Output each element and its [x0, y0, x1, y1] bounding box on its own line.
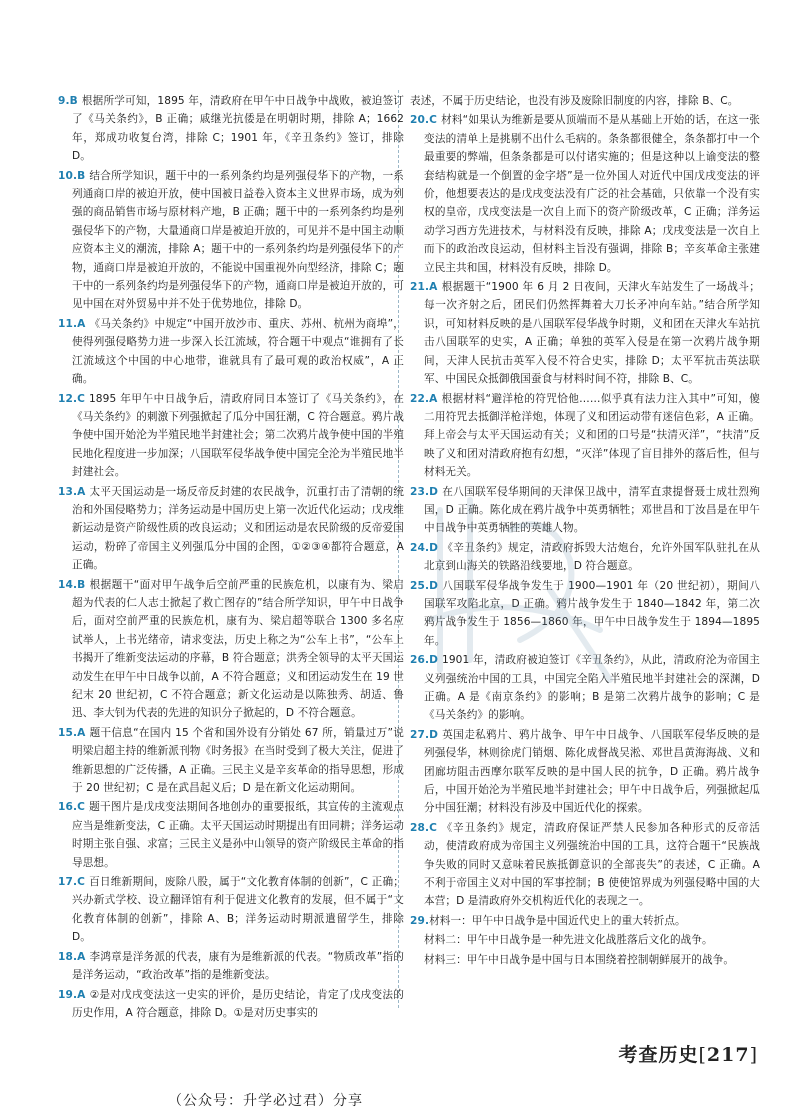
answer-item: 17.C 百日维新期间，废除八股，属于“文化教育体制的创新”，C 正确；兴办新式学校、设立翻译馆有利于促进文化教育的发展，但不属于“文化教育体制的创新”，排除 A、B；洋务运动时期派遣留学生，排除 D。: [58, 876, 404, 944]
answer-item: 24.D 《辛丑条约》规定，清政府拆毁大沽炮台，允许外国军队驻扎在从北京到山海关的铁路沿线要地，D 符合题意。: [410, 541, 760, 573]
left-column: [58, 92, 404, 1023]
answer-item: 10.B 结合所学知识，题干中的一系列条约均是列强侵华下的产物，一系列通商口岸的被迫开放，使中国被日益卷入资本主义世界市场，成为列强的商品销售市场与原材料产地，B 正确；题干中的一系列条约均是列强侵华下的产物，大量通商口岸是被迫开放的，可见并不是中国主动顺应资本主义的潮流，排除 A；题干中的一系列条约均是列强侵华下的产物，通商口岸是被迫开放的，不能说中国重视外向型经济，排除 C；题干中的一系列条约均是列强侵华下的产物，通商口岸是被迫开放的，可见中国在对外贸易中并不处于优势地位，排除 D。: [58, 169, 404, 311]
right-column: [410, 92, 760, 970]
share-note: （公众号：升学必过君）分享: [168, 1093, 363, 1109]
answer-item: 9.B 根据所学可知，1895 年，清政府在甲午中日战争中战败，被迫签订了《马关条约》，B 正确；戚继光抗倭是在明朝时期，排除 A；1662 年，郑成功收复台湾，排除 C；1901 年，《辛丑条约》签订，排除 D。: [58, 95, 404, 163]
material-line: 材料二：甲午中日战争是一种先进文化战胜落后文化的战争。: [424, 934, 713, 947]
answer-item: 11.A 《马关条约》中规定“中国开放沙市、重庆、苏州、杭州为商埠”，使得列强侵略势力进一步深入长江流域，符合题干中观点“谁拥有了长江流域这个中国的中心地带，谁就具有了最可观的政治权威”，A 正确。: [58, 317, 404, 386]
answer-item: 21.A 根据题干“1900 年 6 月 2 日夜间，天津火车站发生了一场战斗；每一次齐射之后，团民们仍然挥舞着大刀长矛冲向车站。”结合所学知识，可知材料反映的是八国联军侵华战争时期，义和团在天津火车站抗击八国联军的史实，A 正确；单独的英军入侵是在第一次鸦片战争期间，天津人民抗击英军入侵不符合史实，排除 D；太平军抗击英法联军、中国民众抵御俄国蚕食与材料时间不符，排除 B、C。: [410, 281, 760, 386]
page-number: 217: [706, 1044, 750, 1066]
answer-item: 26.D 1901 年，清政府被迫签订《辛丑条约》，从此，清政府沦为帝国主义列强统治中国的工具，中国完全陷入半殖民地半封建社会的深渊，D 正确。A 是《南京条约》的影响；B 是第二次鸦片战争的影响；C 是《马关条约》的影响。: [410, 654, 760, 722]
answer-item: 18.A 李鸿章是洋务派的代表，康有为是维新派的代表。“物质改革”指的是洋务运动，“政治改革”指的是维新变法。: [58, 950, 404, 982]
answer-item: 25.D 八国联军侵华战争发生于 1900—1901 年（20 世纪初），期间八国联军攻陷北京，D 正确。鸦片战争发生于 1840—1842 年，第二次鸦片战争发生于 1856—1860 年，甲午中日战争发生于 1894—1895 年。: [410, 579, 760, 647]
answer-item: 16.C 题干图片是戊戌变法期间各地创办的重要报纸，其宣传的主流观点应当是维新变法，C 正确。太平天国运动时期提出有田同耕；洋务运动时期主张自强、求富；三民主义是孙中山领导的资产阶级民主革命的指导思想。: [58, 801, 404, 869]
answer-item: 12.C 1895 年甲午中日战争后，清政府同日本签订了《马关条约》，在《马关条约》的刺激下列强掀起了瓜分中国狂潮，C 符合题意。鸦片战争使中国开始沦为半殖民地半封建社会；第二次鸦片战争使中国的半殖民地化程度进一步加深；八国联军侵华战争使中国完全沦为半殖民地半封建社会。: [58, 392, 404, 479]
answer-item: 27.D 英国走私鸦片、鸦片战争、甲午中日战争、八国联军侵华反映的是列强侵华，林则徐虎门销烟、陈化成督战吴淞、邓世昌黄海海战、义和团廊坊阻击西摩尔联军反映的是中国人民的抗争，D 正确。鸦片战争后，中国开始沦为半殖民地半封建社会；甲午中日战争后，列强掀起瓜分中国狂潮；材料没有涉及中国近代化的探索。: [410, 728, 760, 815]
answer-item: 23.D 在八国联军侵华期间的天津保卫战中，清军直隶提督聂士成壮烈殉国，D 正确。陈化成在鸦片战争中英勇牺牲；邓世昌和丁汝昌是在甲午中日战争中英勇牺牲的英雄人物。: [410, 485, 760, 535]
answer-item: 20.C 材料“如果认为维新是要从顶端而不是从基础上开始的话，在这一张变法的清单上是挑剔不出什么毛病的。条条都很健全，条条都打中一个最重要的弊端，但条条都是可以付诸实施的；但是这种以上谕变法的整套结构就是一个倒置的金字塔”是一位外国人对近代中国戊戌变法的评价，他想要表达的是戊戌变法没有广泛的社会基础，只依靠一个没有实权的皇帝，戊戌变法是一次自上而下的资产阶级改革，C 正确；洋务运动学习西方先进技术，与材料没有反映，排除 A；戊戌变法是一次自上而下的政治改良运动，但材料主旨没有强调，排除 B；辛亥革命主张建立民主共和国，材料没有反映，排除 D。: [410, 114, 760, 274]
material-line: 29.材料一：甲午中日战争是中国近代史上的重大转折点。: [410, 914, 686, 927]
page-footer-title: 考查历史[217]: [618, 1044, 758, 1066]
answer-item: 28.C 《辛丑条约》规定，清政府保证严禁人民参加各种形式的反帝活动，使清政府成为帝国主义列强统治中国的工具，这符合题干“民族战争失败的同时又意味着民族抵御意识的全部丧失”的表述，C 正确。A 不利于帝国主义对中国的军事控制；B 使使馆界成为列强侵略中国的大本营；D 是清政府外交机构近代化的表现之一。: [410, 821, 760, 908]
answer-item: 22.A 根据材料“避洋枪的符咒恰他……似乎真有法力注入其中”可知，傻二用符咒去抵御洋枪洋炮，体现了义和团运动带有迷信色彩，A 正确。拜上帝会与太平天国运动有关；义和团的口号是“扶清灭洋”，“扶清”反映了义和团对清政府抱有幻想，“灭洋”体现了盲目排外的落后性，但与材料无关。: [410, 392, 760, 479]
answer-item: 14.B 根据题干“面对甲午战争后空前严重的民族危机，以康有为、梁启超为代表的仁人志士掀起了救亡图存的”结合所学知识，甲午中日战争后，面对空前严重的民族危机，康有为、梁启超等联合 1300 多名应试举人，上书光绪帝，请求变法，历史上称之为“公车上书”，“公车上书揭开了维新变法运动的序幕，B 符合题意；洪秀全领导的太平天国运动发生在甲午中日战争以前，A 不符合题意；义和团运动发生在 19 世纪末 20 世纪初，C 不符合题意；新文化运动是以陈独秀、胡适、鲁迅、李大钊为代表的先进的知识分子掀起的，D 不符合题意。: [58, 578, 404, 720]
answer-continuation: 表述，不属于历史结论，也没有涉及废除旧制度的内容，排除 B、C。: [410, 95, 739, 107]
answer-item-29: [410, 912, 760, 969]
answer-item: 15.A 题干信息“在国内 15 个省和国外设有分销处 67 所，销量过万”说明梁启超主持的维新派刊物《时务报》在当时受到了极大关注，促进了维新思想的广泛传播，A 正确。三民主义是辛亥革命的指导思想，形成于 20 世纪初；C 是在武昌起义后；D 是在新文化运动期间。: [58, 726, 404, 795]
answer-item: 13.A 太平天国运动是一场反帝反封建的农民战争，沉重打击了清朝的统治和外国侵略势力；洋务运动是中国历史上第一次近代化运动；戊戌维新运动是资产阶级性质的改良运动；义和团运动是农民阶级的反帝爱国运动，粉碎了帝国主义列强瓜分中国的企图，①②③④都符合题意，A 正确。: [58, 485, 404, 572]
answer-item: 19.A ②是对戊戌变法这一史实的评价，是历史结论，肯定了戊戌变法的历史作用，A 符合题意，排除 D。①是对历史事实的: [58, 988, 404, 1019]
material-line: 材料三：甲午中日战争是中国与日本围绕着控制朝鲜展开的战争。: [424, 953, 735, 966]
